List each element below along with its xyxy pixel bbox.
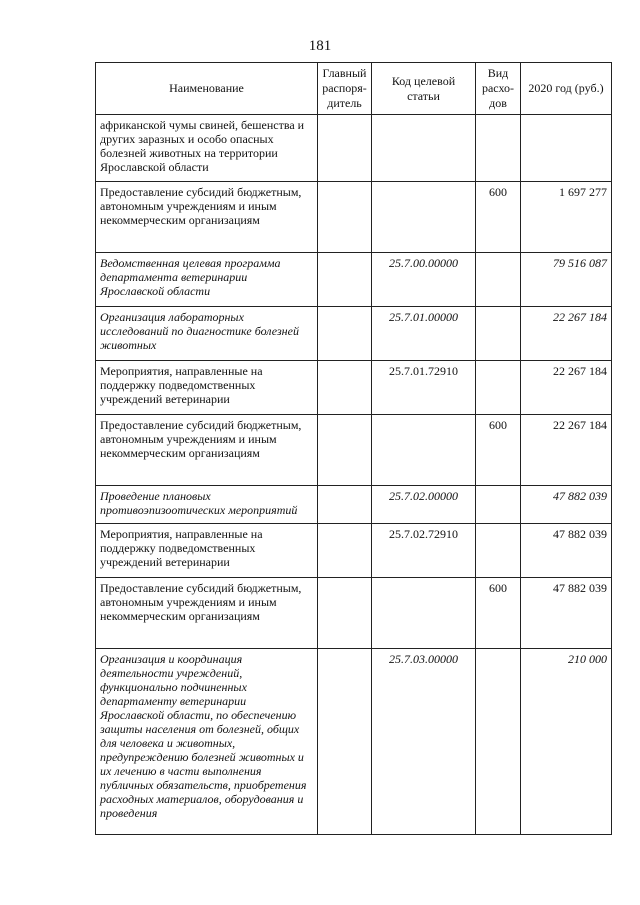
row-manager [318,307,372,361]
row-name: Организация и координация деятельности учреждений, функционально подчиненных департаменту ветеринарии Ярославской области, по обеспечению защиты населения от болезней, общих для человека и животных, предупреждению болезней животных и их лечению в части выполнения публичных обязательств, приобретения расходных материалов, оборудования и проведения [96,649,318,835]
table-row [96,524,612,578]
row-manager [318,578,372,649]
row-kind: 600 [476,578,521,649]
header-manager: Главный распоря-дитель [318,63,372,115]
row-kind [476,486,521,524]
row-amount: 22 267 184 [521,307,612,361]
header-code: Код целевой статьи [372,63,476,115]
row-amount: 22 267 184 [521,415,612,486]
row-name: Мероприятия, направленные на поддержку подведомственных учреждений ветеринарии [96,524,318,578]
page-number: 181 [308,38,332,54]
row-manager [318,253,372,307]
row-amount: 47 882 039 [521,578,612,649]
row-kind: 600 [476,182,521,253]
row-kind [476,307,521,361]
row-code [372,182,476,253]
row-amount [521,115,612,182]
row-name: Предоставление субсидий бюджетным, автономным учреждениям и иным некоммерческим организациям [96,182,318,253]
row-code: 25.7.03.00000 [372,649,476,835]
table-row [96,115,612,182]
row-name: Проведение плановых противоэпизоотических мероприятий [96,486,318,524]
row-manager [318,524,372,578]
row-manager [318,182,372,253]
row-manager [318,486,372,524]
row-name: Предоставление субсидий бюджетным, автономным учреждениям и иным некоммерческим организациям [96,578,318,649]
table-row [96,486,612,524]
table-row [96,307,612,361]
row-code: 25.7.01.00000 [372,307,476,361]
row-code: 25.7.02.00000 [372,486,476,524]
table-header-row [96,63,612,115]
row-manager [318,649,372,835]
row-manager [318,415,372,486]
row-code: 25.7.00.00000 [372,253,476,307]
table-row [96,361,612,415]
row-kind [476,361,521,415]
row-code: 25.7.01.72910 [372,361,476,415]
table-row [96,578,612,649]
table-row [96,253,612,307]
header-amount: 2020 год (руб.) [521,63,612,115]
row-code [372,578,476,649]
row-amount: 210 000 [521,649,612,835]
row-code [372,115,476,182]
row-amount: 47 882 039 [521,486,612,524]
row-kind [476,524,521,578]
row-kind [476,649,521,835]
row-amount: 1 697 277 [521,182,612,253]
header-name: Наименование [96,63,318,115]
row-manager [318,361,372,415]
header-kind: Вид расхо-дов [476,63,521,115]
row-name: Организация лабораторных исследований по диагностике болезней животных [96,307,318,361]
row-kind: 600 [476,415,521,486]
table-row [96,649,612,835]
row-amount: 47 882 039 [521,524,612,578]
row-kind [476,253,521,307]
row-name: Ведомственная целевая программа департамента ветеринарии Ярославской области [96,253,318,307]
row-code [372,415,476,486]
row-kind [476,115,521,182]
budget-table [95,62,612,835]
row-manager [318,115,372,182]
row-amount: 22 267 184 [521,361,612,415]
table-row [96,415,612,486]
table-row [96,182,612,253]
row-name: Мероприятия, направленные на поддержку подведомственных учреждений ветеринарии [96,361,318,415]
row-name: Предоставление субсидий бюджетным, автономным учреждениям и иным некоммерческим организациям [96,415,318,486]
row-amount: 79 516 087 [521,253,612,307]
row-name: африканской чумы свиней, бешенства и других заразных и особо опасных болезней животных на территории Ярославской области [96,115,318,182]
row-code: 25.7.02.72910 [372,524,476,578]
